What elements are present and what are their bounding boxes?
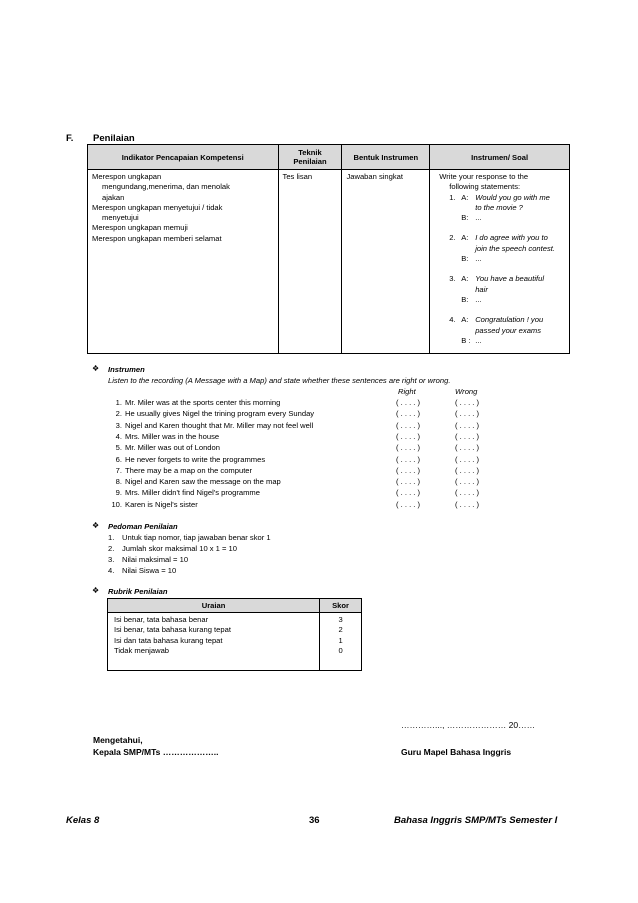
pedoman-text: Nilai Siswa = 10 xyxy=(122,566,177,575)
right-answer-blank: ( . . . . ) xyxy=(396,409,421,419)
wrong-answer-blank: ( . . . . ) xyxy=(455,431,480,441)
rubrik-skor: 0 xyxy=(338,645,343,655)
statement-number: 3. xyxy=(115,420,122,430)
right-answer-blank: ( . . . . ) xyxy=(396,454,421,464)
statement-text: Mrs. Miller didn't find Nigel's programme xyxy=(125,488,260,498)
statement-row xyxy=(108,500,508,511)
date-line: …………..., ………………… 20…… xyxy=(401,720,536,730)
indicator-text: mengundang,menerima, dan menolak xyxy=(102,182,230,192)
wrong-column-label: Wrong xyxy=(455,387,478,396)
pedoman-item xyxy=(108,555,188,566)
indicator-text: Merespon ungkapan menyetujui / tidak xyxy=(92,202,223,212)
pedoman-title: Pedoman Penilaian xyxy=(108,522,178,531)
rubrik-uraian: Tidak menjawab xyxy=(114,645,170,655)
header-soal: Instrumen/ Soal xyxy=(430,145,570,170)
rubrik-uraian: Isi benar, tata bahasa benar xyxy=(114,615,209,624)
statement-number: 7. xyxy=(115,465,122,475)
page-number: 36 xyxy=(309,815,320,826)
wrong-answer-blank: ( . . . . ) xyxy=(455,465,480,475)
bentuk-cell: Jawaban singkat xyxy=(342,170,430,354)
statement-text: Karen is Nigel's sister xyxy=(125,499,198,509)
indicator-item xyxy=(92,234,274,244)
statement-row xyxy=(108,477,508,488)
rubrik-header xyxy=(108,599,362,613)
soal-b-text: ... xyxy=(475,335,482,345)
wrong-answer-blank: ( . . . . ) xyxy=(455,454,480,464)
header-skor: Skor xyxy=(320,599,362,613)
kepala-sekolah-label: Kepala SMP/MTs ……………….. xyxy=(93,747,219,757)
rubrik-row xyxy=(108,613,362,671)
indicator-text: menyetujui xyxy=(102,213,139,223)
statement-number: 1. xyxy=(115,398,122,407)
soal-b-label: B : xyxy=(461,335,471,345)
indicator-cell xyxy=(88,170,279,354)
statement-number: 10. xyxy=(111,499,122,509)
statement-text: He usually gives Nigel the trining program every Sunday xyxy=(125,409,315,419)
soal-cell xyxy=(430,170,570,354)
soal-number: 4. xyxy=(449,315,456,325)
header-teknik xyxy=(278,145,342,170)
wrong-answer-blank: ( . . . . ) xyxy=(455,488,480,498)
footer-subject-label: Bahasa Inggris SMP/MTs Semester I xyxy=(394,815,558,826)
soal-a-text: You have a beautiful xyxy=(475,274,545,284)
rubrik-skor: 1 xyxy=(338,635,343,645)
soal-a-text: join the speech contest. xyxy=(475,243,555,253)
diamond-bullet-icon: ❖ xyxy=(92,364,100,373)
soal-item xyxy=(439,233,565,264)
soal-a-text: hair xyxy=(475,284,488,294)
statement-text: There may be a map on the computer xyxy=(125,465,253,475)
section-title: Penilaian xyxy=(93,133,135,144)
soal-a-text: Congratulation ! you xyxy=(475,315,544,325)
soal-a-label: A: xyxy=(461,192,469,202)
statement-row xyxy=(108,466,508,477)
statement-row xyxy=(108,432,508,443)
header-indikator: Indikator Pencapaian Kompetensi xyxy=(88,145,279,170)
wrong-answer-blank: ( . . . . ) xyxy=(455,443,480,453)
statement-row xyxy=(108,398,508,409)
statement-number: 9. xyxy=(115,488,122,498)
soal-a-label: A: xyxy=(461,274,469,284)
soal-b-label: B: xyxy=(461,213,469,223)
soal-number: 3. xyxy=(449,274,456,284)
teknik-cell: Tes lisan xyxy=(278,170,342,354)
statement-row xyxy=(108,443,508,454)
right-answer-blank: ( . . . . ) xyxy=(396,465,421,475)
statement-number: 4. xyxy=(115,431,122,441)
soal-item xyxy=(439,315,565,346)
rubrik-title: Rubrik Penilaian xyxy=(108,587,168,596)
statement-text: He never forgets to write the programmes xyxy=(125,454,266,464)
pedoman-number: 2. xyxy=(108,544,115,553)
pedoman-text: Untuk tiap nomor, tiap jawaban benar skor 1 xyxy=(122,533,271,542)
wrong-answer-blank: ( . . . . ) xyxy=(455,477,480,487)
statement-row xyxy=(108,455,508,466)
soal-a-text: Would you go with me xyxy=(475,192,550,202)
soal-intro-line: Write your response to the xyxy=(439,172,529,181)
pedoman-number: 1. xyxy=(108,533,115,542)
indicator-list xyxy=(92,172,274,244)
statement-row xyxy=(108,421,508,432)
instrumen-title: Instrumen xyxy=(108,365,145,374)
section-letter: F. xyxy=(66,133,74,144)
footer-class-label: Kelas 8 xyxy=(66,815,100,826)
soal-b-text: ... xyxy=(475,213,482,223)
right-answer-blank: ( . . . . ) xyxy=(396,499,421,509)
rubrik-skor: 3 xyxy=(338,615,343,624)
statement-text: Nigel and Karen thought that Mr. Miller may not feel well xyxy=(125,420,314,430)
soal-number: 2. xyxy=(449,233,456,243)
wrong-answer-blank: ( . . . . ) xyxy=(455,420,480,430)
soal-b-text: ... xyxy=(475,294,482,304)
soal-items xyxy=(439,193,565,347)
soal-a-label: A: xyxy=(461,233,469,243)
guru-mapel-label: Guru Mapel Bahasa Inggris xyxy=(401,747,512,757)
soal-intro xyxy=(439,172,565,193)
soal-b-label: B: xyxy=(461,294,469,304)
statement-number: 2. xyxy=(115,409,122,419)
soal-a-text: to the movie ? xyxy=(475,202,523,212)
mengetahui-label: Mengetahui, xyxy=(93,735,143,745)
right-answer-blank: ( . . . . ) xyxy=(396,443,421,453)
header-bentuk: Bentuk Instrumen xyxy=(342,145,430,170)
statement-number: 6. xyxy=(115,454,122,464)
header-uraian: Uraian xyxy=(108,599,320,613)
indicator-item xyxy=(92,223,274,233)
indicator-text: Merespon ungkapan xyxy=(92,172,162,181)
statement-row xyxy=(108,409,508,420)
instrumen-note: Listen to the recording (A Message with a Map) and state whether these sentences are right or wrong. xyxy=(108,376,451,385)
soal-a-text: passed your exams xyxy=(475,325,542,335)
rubrik-uraian-cell xyxy=(108,613,320,671)
rubrik-table xyxy=(107,598,362,671)
header-teknik-label: Teknik Penilaian xyxy=(293,148,327,166)
soal-a-label: A: xyxy=(461,315,469,325)
indicator-item xyxy=(92,203,274,224)
right-answer-blank: ( . . . . ) xyxy=(396,431,421,441)
rubrik-uraian: Isi benar, tata bahasa kurang tepat xyxy=(114,625,231,635)
rubrik-skor: 2 xyxy=(338,625,343,635)
soal-item xyxy=(439,193,565,224)
assessment-table xyxy=(87,144,570,354)
statement-number: 8. xyxy=(115,477,122,487)
pedoman-text: Nilai maksimal = 10 xyxy=(122,555,189,564)
pedoman-number: 4. xyxy=(108,566,115,575)
assessment-table-row xyxy=(88,170,570,354)
indicator-text: ajakan xyxy=(102,192,125,202)
right-column-label: Right xyxy=(398,387,416,396)
soal-b-label: B: xyxy=(461,254,469,264)
diamond-bullet-icon: ❖ xyxy=(92,586,100,595)
statement-text: Nigel and Karen saw the message on the map xyxy=(125,477,281,487)
rubrik-uraian: Isi dan tata bahasa kurang tepat xyxy=(114,635,223,645)
right-answer-blank: ( . . . . ) xyxy=(396,477,421,487)
soal-intro-line: following statements: xyxy=(449,182,521,192)
statement-text: Mr. Miler was at the sports center this morning xyxy=(125,398,281,407)
wrong-answer-blank: ( . . . . ) xyxy=(455,409,480,419)
right-answer-blank: ( . . . . ) xyxy=(396,420,421,430)
pedoman-item xyxy=(108,533,271,544)
statement-text: Mrs. Miller was in the house xyxy=(125,431,220,441)
assessment-table-header xyxy=(88,145,570,170)
statement-row xyxy=(108,488,508,499)
soal-b-text: ... xyxy=(475,254,482,264)
right-answer-blank: ( . . . . ) xyxy=(396,398,421,407)
indicator-item xyxy=(92,172,274,203)
soal-item xyxy=(439,274,565,305)
soal-number: 1. xyxy=(449,192,456,202)
wrong-answer-blank: ( . . . . ) xyxy=(455,398,480,407)
statement-text: Mr. Miller was out of London xyxy=(125,443,220,453)
pedoman-text: Jumlah skor maksimal 10 x 1 = 10 xyxy=(122,544,238,553)
pedoman-item xyxy=(108,544,237,555)
diamond-bullet-icon: ❖ xyxy=(92,521,100,530)
soal-a-text: I do agree with you to xyxy=(475,233,548,243)
indicator-text: Merespon ungkapan memberi selamat xyxy=(92,233,222,243)
rubrik-skor-cell xyxy=(320,613,362,671)
pedoman-item xyxy=(108,566,176,577)
pedoman-number: 3. xyxy=(108,555,115,564)
wrong-answer-blank: ( . . . . ) xyxy=(455,499,480,509)
statement-number: 5. xyxy=(115,443,122,453)
indicator-text: Merespon ungkapan memuji xyxy=(92,223,188,233)
right-answer-blank: ( . . . . ) xyxy=(396,488,421,498)
